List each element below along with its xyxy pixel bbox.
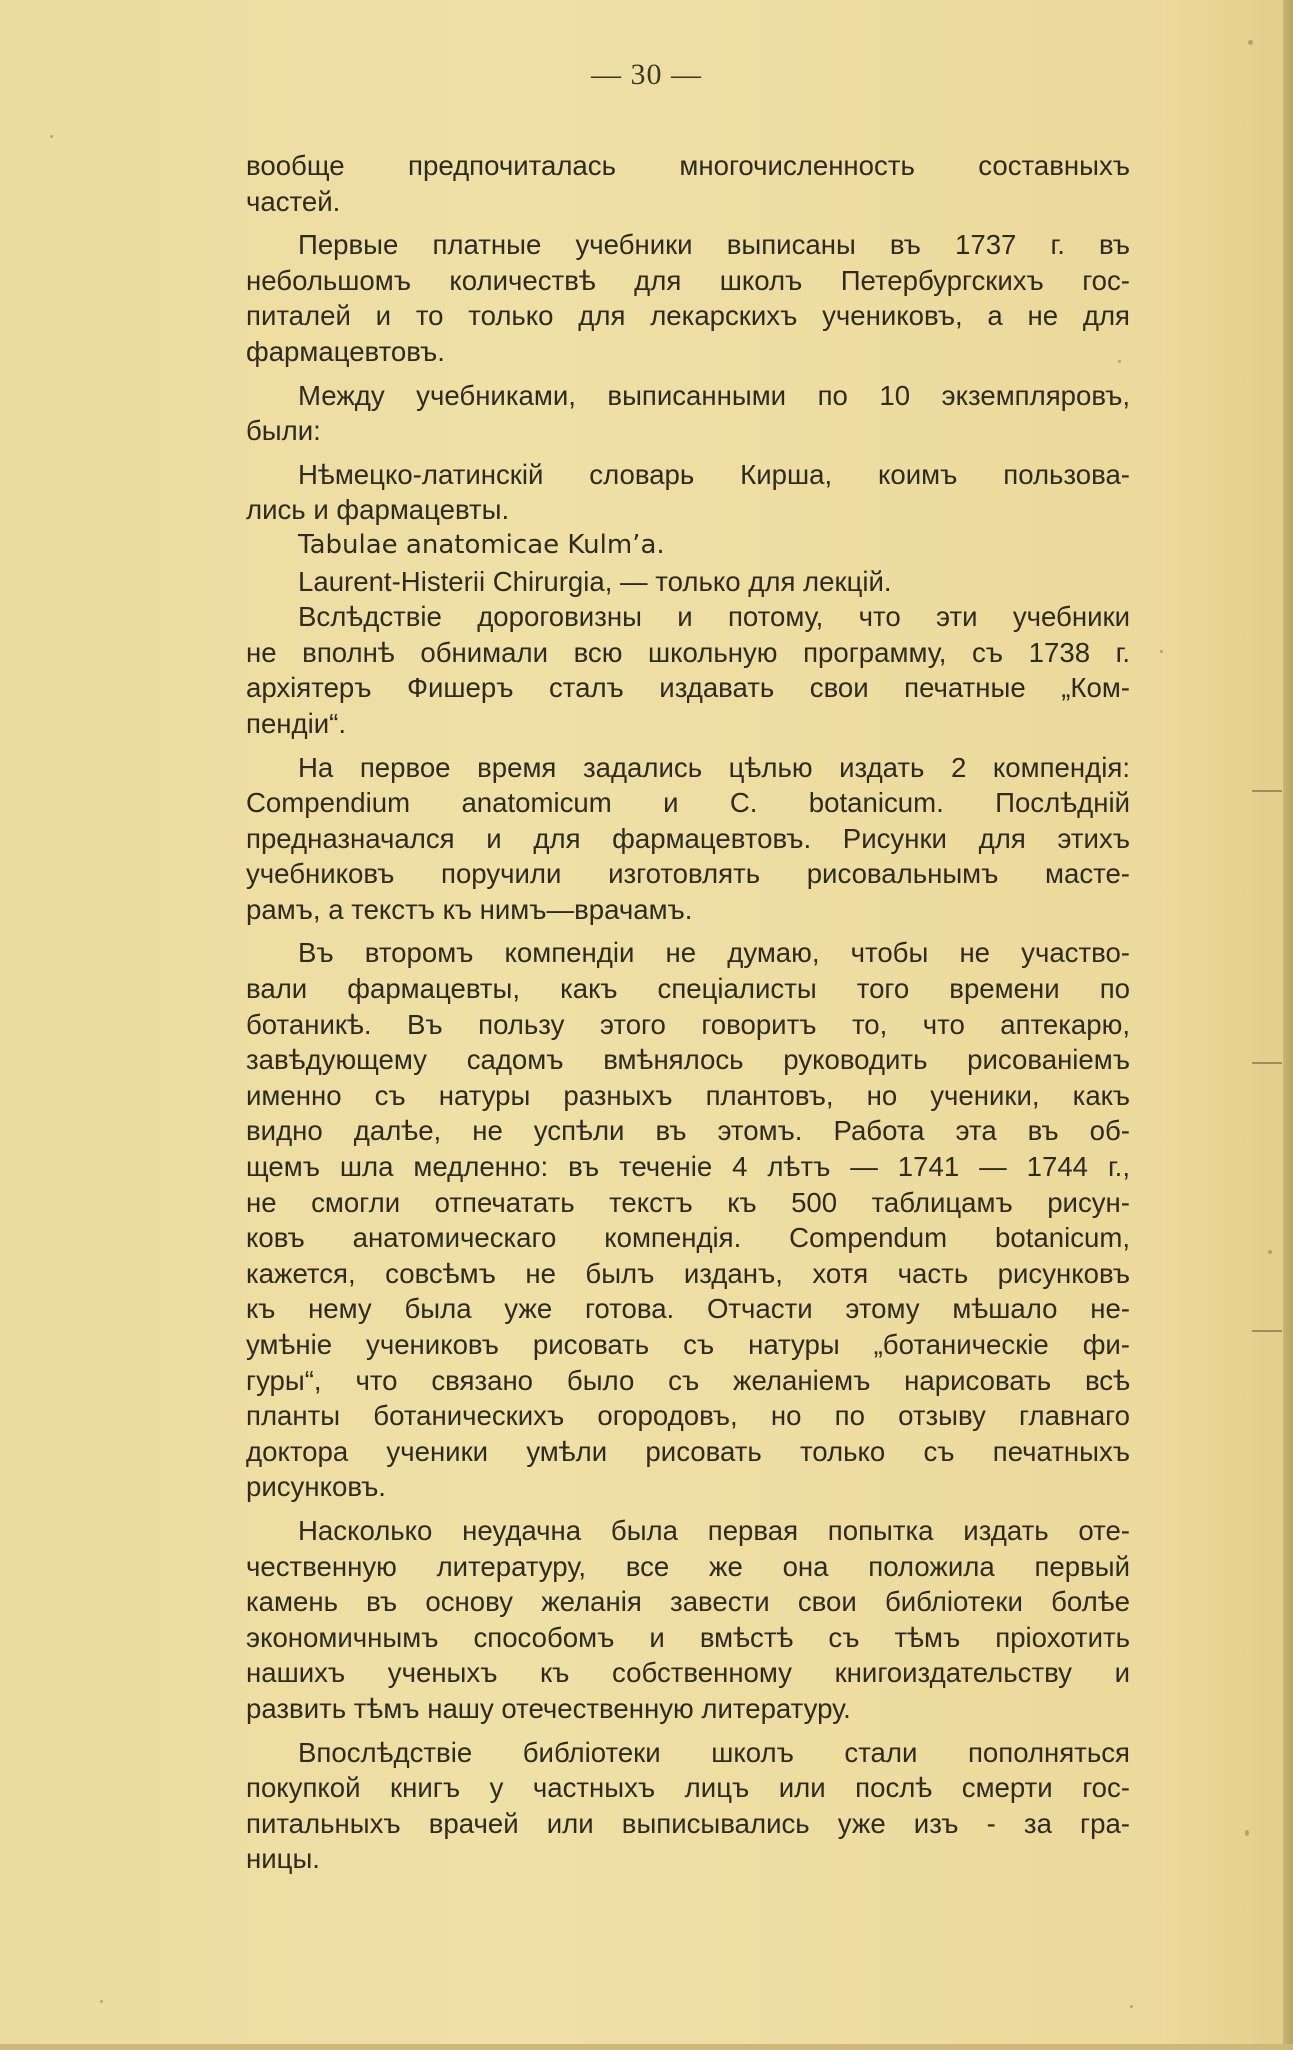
paragraph <box>246 935 1130 1505</box>
text-line: видно далѣе, не успѣли въ этомъ. Работа эта въ об- <box>246 1115 1130 1147</box>
text-line: Нѣмецко-латинскій словарь Кирша, коимъ пользова- <box>298 458 1130 490</box>
text-line: экономичнымъ способомъ и вмѣстѣ съ тѣмъ пріохотить <box>246 1621 1130 1653</box>
margin-mark <box>1252 790 1282 792</box>
text-line: рамъ, а текстъ къ нимъ—врачамъ. <box>246 893 693 925</box>
text-line: лись и фармацевты. <box>246 494 510 526</box>
text-line: частей. <box>246 185 341 217</box>
text-line: ницы. <box>246 1843 320 1875</box>
text-line: учебниковъ поручили изготовлять рисовальнымъ масте- <box>246 858 1130 890</box>
text-line: не смогли отпечатать текстъ къ 500 таблицамъ рисун- <box>246 1186 1130 1218</box>
text-line: не вполнѣ обнимали всю школьную программу, съ 1738 г. <box>246 636 1130 668</box>
paragraph-gap <box>246 219 1130 227</box>
text-line: вали фармацевты, какъ спеціалисты того времени по <box>246 973 1130 1005</box>
text-line: пендіи“. <box>246 707 347 739</box>
paragraph-gap <box>246 1727 1130 1735</box>
text-line: Впослѣдствіе библіотеки школъ стали пополняться <box>298 1736 1130 1768</box>
text-line: кажется, совсѣмъ не былъ изданъ, хотя часть рисунковъ <box>246 1257 1130 1289</box>
text-line: Въ второмъ компендіи не думаю, чтобы не участво- <box>298 937 1130 969</box>
text-line: ботаникѣ. Въ пользу этого говоритъ то, что аптекарю, <box>246 1008 1130 1040</box>
text-line: небольшомъ количествѣ для школъ Петербургскихъ гос- <box>246 264 1130 296</box>
text-line: нашихъ ученыхъ къ собственному книгоиздательству и <box>246 1657 1130 1689</box>
paragraph <box>246 750 1130 928</box>
paper-speck <box>50 135 53 138</box>
text-line: покупкой книгъ у частныхъ лицъ или послѣ смерти гос- <box>246 1772 1130 1804</box>
page-number: — 30 — <box>591 58 702 91</box>
paper-speck <box>1248 40 1253 45</box>
text-line: Между учебниками, выписанными по 10 экземпляровъ, <box>298 379 1130 411</box>
text-line: къ нему была уже готова. Отчасти этому мѣшало не- <box>246 1293 1130 1325</box>
text-line: Вслѣдствіе дороговизны и потому, что эти учебники <box>298 601 1130 633</box>
text-line: доктора ученики умѣли рисовать только съ печатныхъ <box>246 1435 1130 1467</box>
paragraph-gap <box>246 927 1130 935</box>
text-line: завѣдующему садомъ вмѣнялось руководить рисованіемъ <box>246 1044 1130 1076</box>
paper-speck <box>1268 1250 1272 1254</box>
text-line: развить тѣмъ нашу отечественную литературу. <box>246 1692 851 1724</box>
text-line: гуры“, что связано было съ желаніемъ нарисовать всѣ <box>246 1364 1130 1396</box>
paragraph <box>246 1735 1130 1877</box>
text-line: На первое время задались цѣлью издать 2 компендія: <box>298 751 1130 783</box>
paragraph <box>246 227 1130 369</box>
paragraph-gap <box>246 742 1130 750</box>
text-line: рисунковъ. <box>246 1471 386 1503</box>
margin-mark <box>1252 1330 1282 1332</box>
paper-speck <box>1160 650 1163 653</box>
text-line: ковъ анатомическаго компендія. Compendum botanicum, <box>246 1222 1130 1254</box>
paragraph-gap <box>246 449 1130 457</box>
text-line: архіятеръ Фишеръ сталъ издавать свои печатные „Ком- <box>246 672 1130 704</box>
text-line: вообще предпочиталась многочисленность составныхъ <box>246 150 1130 181</box>
text-line: умѣніе учениковъ рисовать съ натуры „ботаническіе фи- <box>246 1329 1130 1360</box>
page-edge-shadow <box>1283 0 1293 2050</box>
text-line: именно съ натуры разныхъ плантовъ, но ученики, какъ <box>246 1079 1130 1111</box>
text-line: Laurent-Histerii Chirurgia, — только для лекцій. <box>298 565 892 597</box>
text-line: Compendium anatomicum и C. botanicum. Послѣдній <box>246 787 1130 819</box>
body-text <box>246 148 1130 1877</box>
text-line: щемъ шла медленно: въ теченіе 4 лѣтъ — 1741 — 1744 г., <box>246 1151 1130 1183</box>
text-line: чественную литературу, все же она положила первый <box>246 1550 1130 1582</box>
page-bottom-edge <box>0 2044 1293 2050</box>
paragraph <box>246 1513 1130 1727</box>
text-line: Tabulae anatomicae Kulm’a. <box>298 529 665 560</box>
paragraph <box>246 148 1130 219</box>
text-line: камень въ основу желанія завести свои библіотеки болѣе <box>246 1586 1130 1618</box>
paper-speck <box>1245 1830 1249 1836</box>
paper-speck <box>1130 2005 1133 2008</box>
text-line: питальныхъ врачей или выписывались уже изъ - за гра- <box>246 1807 1130 1839</box>
text-line: были: <box>246 415 321 447</box>
text-line: фармацевтовъ. <box>246 335 445 367</box>
text-line: предназначался и для фармацевтовъ. Рисунки для этихъ <box>246 822 1130 854</box>
paragraph <box>246 457 1130 742</box>
paragraph <box>246 378 1130 449</box>
paragraph-gap <box>246 370 1130 378</box>
text-line: Первые платные учебники выписаны въ 1737 г. въ <box>298 229 1130 261</box>
paragraph-gap <box>246 1505 1130 1513</box>
text-line: питалей и то только для лекарскихъ учениковъ, а не для <box>246 300 1130 332</box>
text-line: Насколько неудачна была первая попытка издать оте- <box>298 1514 1130 1546</box>
margin-mark <box>1252 1062 1282 1064</box>
text-line: планты ботаническихъ огородовъ, но по отзыву главнаго <box>246 1400 1130 1432</box>
paper-speck <box>100 2000 103 2003</box>
